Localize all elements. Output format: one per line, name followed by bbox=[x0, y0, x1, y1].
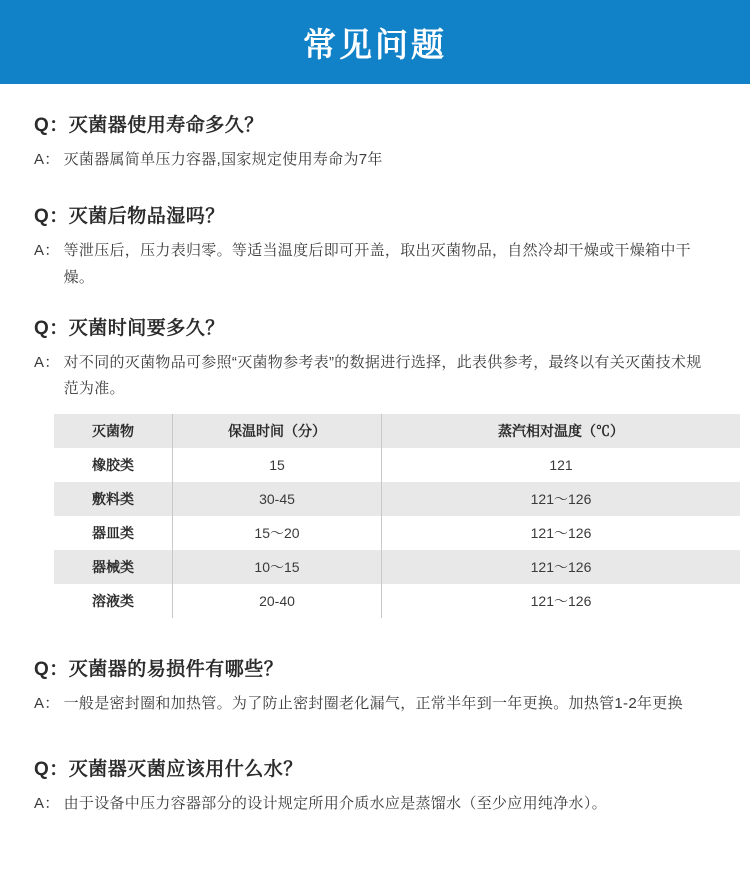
faq-question-5 bbox=[34, 754, 716, 781]
question-text: 灭菌器的易损件有哪些？ bbox=[68, 659, 284, 681]
question-prefix: Q： bbox=[34, 206, 69, 228]
question-text: 灭菌时间要多久？ bbox=[68, 317, 225, 339]
answer-text: 灭菌器属简单压力容器,国家规定使用寿命为7年 bbox=[63, 151, 383, 168]
table-cell: 20-40 bbox=[173, 584, 382, 618]
question-text: 灭菌器灭菌应该用什么水？ bbox=[68, 758, 303, 780]
question-text: 灭菌后物品湿吗？ bbox=[68, 206, 225, 228]
table-header-cell: 灭菌物 bbox=[92, 423, 134, 440]
table-header-cell: 蒸汽相对温度（℃） bbox=[382, 414, 741, 448]
faq-question-1 bbox=[34, 110, 716, 137]
answer-text: 对不同的灭菌物品可参照“灭菌物参考表”的数据进行选择，此表供参考，最终以有关灭菌技术规范为准。 bbox=[63, 353, 702, 397]
table-cell: 器械类 bbox=[92, 559, 134, 576]
page-title: 常见问题 bbox=[303, 25, 447, 63]
table-cell: 15～20 bbox=[173, 516, 382, 550]
answer-prefix: A： bbox=[34, 151, 60, 168]
faq-item-1 bbox=[34, 110, 716, 173]
table-header-row bbox=[54, 414, 740, 448]
faq-answer-4 bbox=[34, 691, 716, 717]
sterilization-reference-table bbox=[54, 414, 706, 618]
question-prefix: Q： bbox=[34, 758, 69, 780]
table-cell: 器皿类 bbox=[92, 525, 134, 542]
table-cell: 121～126 bbox=[382, 550, 741, 584]
table-header-cell: 保温时间（分） bbox=[173, 414, 382, 448]
faq-question-2 bbox=[34, 201, 716, 228]
faq-item-5 bbox=[34, 754, 716, 817]
faq-answer-1 bbox=[34, 147, 716, 173]
answer-text: 由于设备中压力容器部分的设计规定所用介质水应是蒸馏水（至少应用纯净水）。 bbox=[63, 794, 607, 812]
table-cell: 15 bbox=[173, 448, 382, 482]
table-row bbox=[54, 482, 740, 516]
faq-item-4 bbox=[34, 654, 716, 717]
faq-item-2 bbox=[34, 201, 716, 291]
page-header bbox=[0, 0, 750, 84]
answer-text: 等泄压后，压力表归零。等适当温度后即可开盖，取出灭菌物品，自然冷却干燥或干燥箱中干燥。 bbox=[63, 242, 691, 286]
faq-item-3 bbox=[34, 313, 716, 619]
answer-prefix: A： bbox=[34, 242, 60, 260]
question-prefix: Q： bbox=[34, 115, 69, 136]
faq-answer-2 bbox=[34, 238, 716, 291]
answer-prefix: A： bbox=[34, 794, 60, 812]
faq-answer-5 bbox=[34, 791, 716, 817]
table-cell: 溶液类 bbox=[92, 593, 134, 610]
table-cell: 敷料类 bbox=[92, 491, 134, 508]
table-row bbox=[54, 516, 740, 550]
question-prefix: Q： bbox=[34, 317, 69, 339]
table-cell: 30-45 bbox=[173, 482, 382, 516]
table-cell: 121 bbox=[382, 448, 741, 482]
table-row bbox=[54, 448, 740, 482]
faq-question-4 bbox=[34, 654, 716, 681]
table-cell: 121～126 bbox=[382, 584, 741, 618]
faq-content bbox=[0, 84, 750, 817]
question-prefix: Q： bbox=[34, 659, 69, 681]
table-cell: 121～126 bbox=[382, 482, 741, 516]
table-cell: 10～15 bbox=[173, 550, 382, 584]
faq-answer-3 bbox=[34, 350, 716, 403]
answer-text: 一般是密封圈和加热管。为了防止密封圈老化漏气，正常半年到一年更换。加热管1-2年更换 bbox=[63, 695, 683, 713]
table-cell: 121～126 bbox=[382, 516, 741, 550]
table-row bbox=[54, 584, 740, 618]
table-cell: 橡胶类 bbox=[92, 457, 134, 474]
answer-prefix: A： bbox=[34, 353, 60, 371]
answer-prefix: A： bbox=[34, 695, 60, 713]
table-row bbox=[54, 550, 740, 584]
question-text: 灭菌器使用寿命多久？ bbox=[68, 115, 264, 136]
faq-question-3 bbox=[34, 313, 716, 340]
